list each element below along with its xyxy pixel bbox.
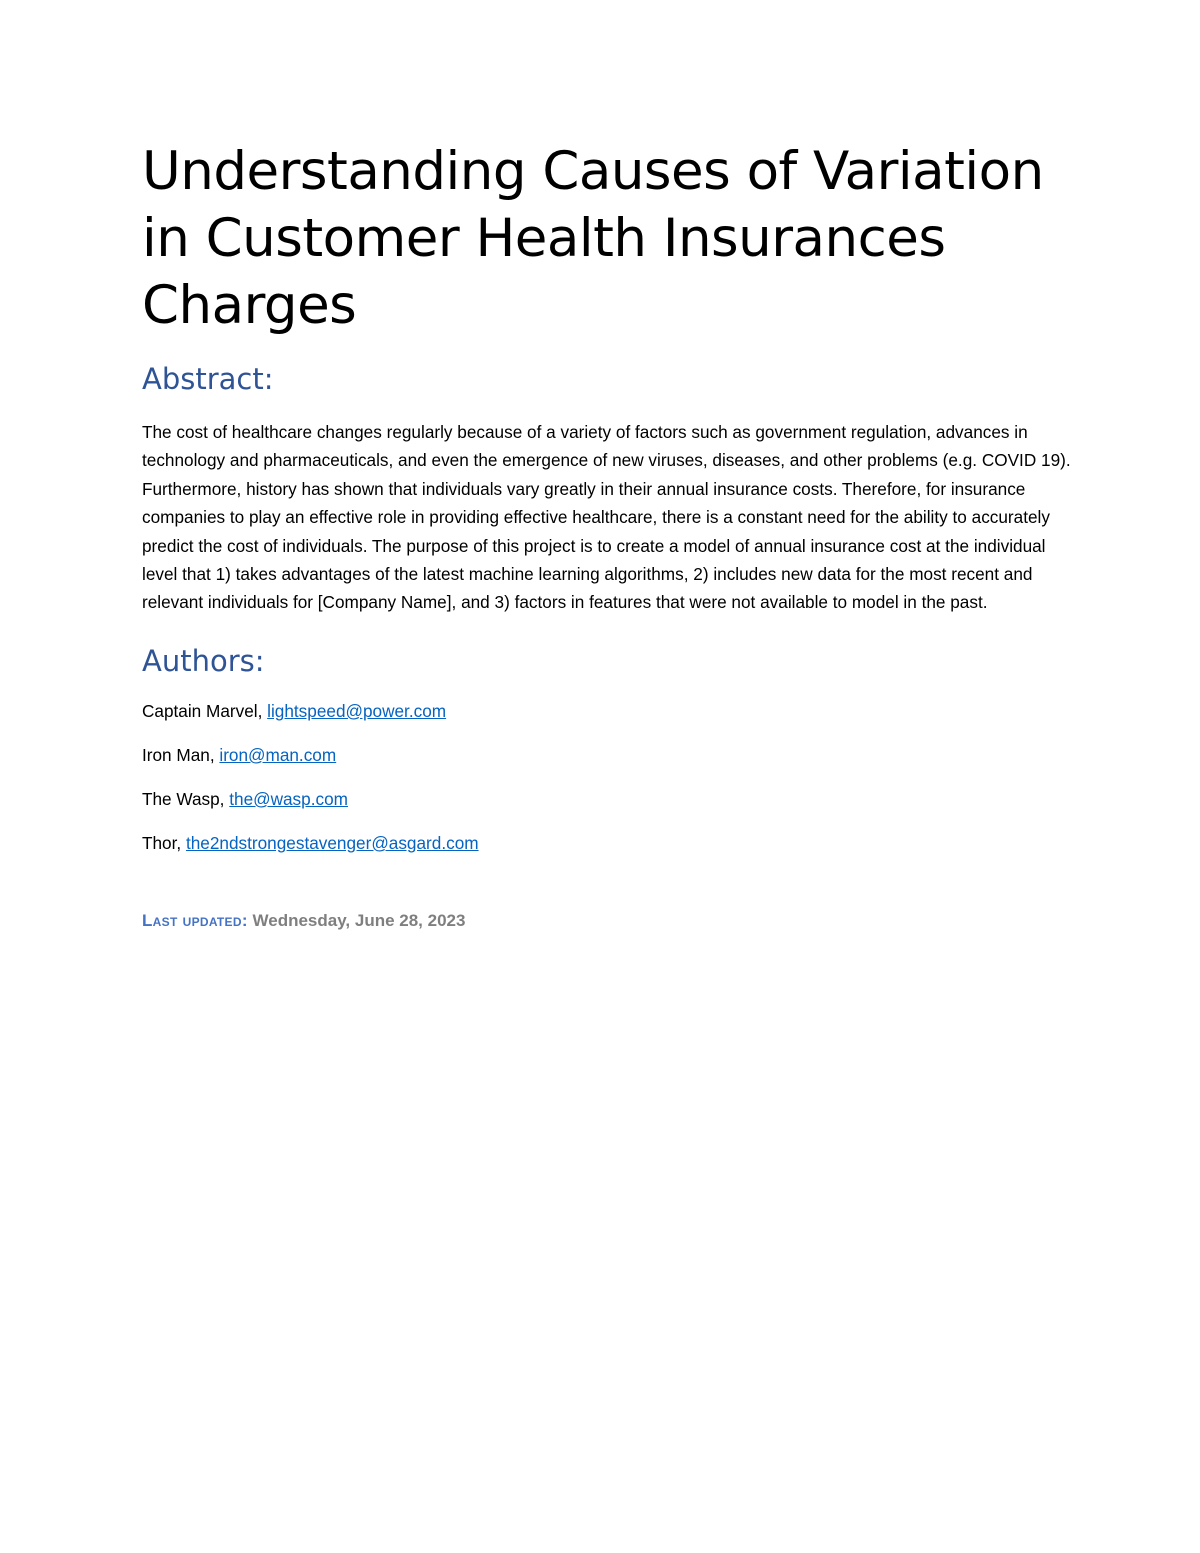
author-entry — [142, 787, 1072, 811]
author-email-link[interactable]: the2ndstrongestavenger@asgard.com — [185, 832, 479, 853]
author-name: Iron Man, — [142, 744, 215, 765]
author-entry — [142, 743, 1072, 767]
author-entry — [142, 831, 1072, 855]
author-entry — [142, 699, 1072, 723]
last-updated-date: Wednesday, June 28, 2023 — [252, 910, 466, 930]
document-title: Understanding Causes of Variation in Customer Health Insurances Charges — [142, 141, 1044, 336]
authors-heading: Authors: — [142, 643, 265, 678]
author-email-link[interactable]: lightspeed@power.com — [267, 700, 447, 721]
author-email-link[interactable]: the@wasp.com — [229, 788, 348, 809]
author-name: The Wasp, — [142, 788, 225, 809]
last-updated — [142, 909, 1072, 933]
authors-list — [142, 699, 1072, 855]
author-email-link[interactable]: iron@man.com — [219, 744, 337, 765]
author-name: Captain Marvel, — [142, 700, 263, 721]
abstract-paragraph: The cost of healthcare changes regularly because of a variety of factors such as government regulation, advances in technology and pharmaceuticals, and even the emergence of new viruses, diseases, and other problems (e.g. COVID 19). Furthermore, history has shown that individuals vary greatly in their annual insurance costs. Therefore, for insurance companies to play an effective role in providing effective healthcare, there is a constant need for the ability to accurately predict the cost of individuals. The purpose of this project is to create a model of annual insurance cost at the individual level that 1) takes advantages of the latest machine learning algorithms, 2) includes new data for the most recent and relevant individuals for [Company Name], and 3) factors in features that were not available to model in the past. — [142, 422, 1071, 613]
abstract-heading: Abstract: — [142, 362, 274, 396]
author-name: Thor, — [142, 832, 182, 853]
document-body — [142, 138, 1072, 933]
last-updated-label: Last updated: — [142, 910, 248, 930]
